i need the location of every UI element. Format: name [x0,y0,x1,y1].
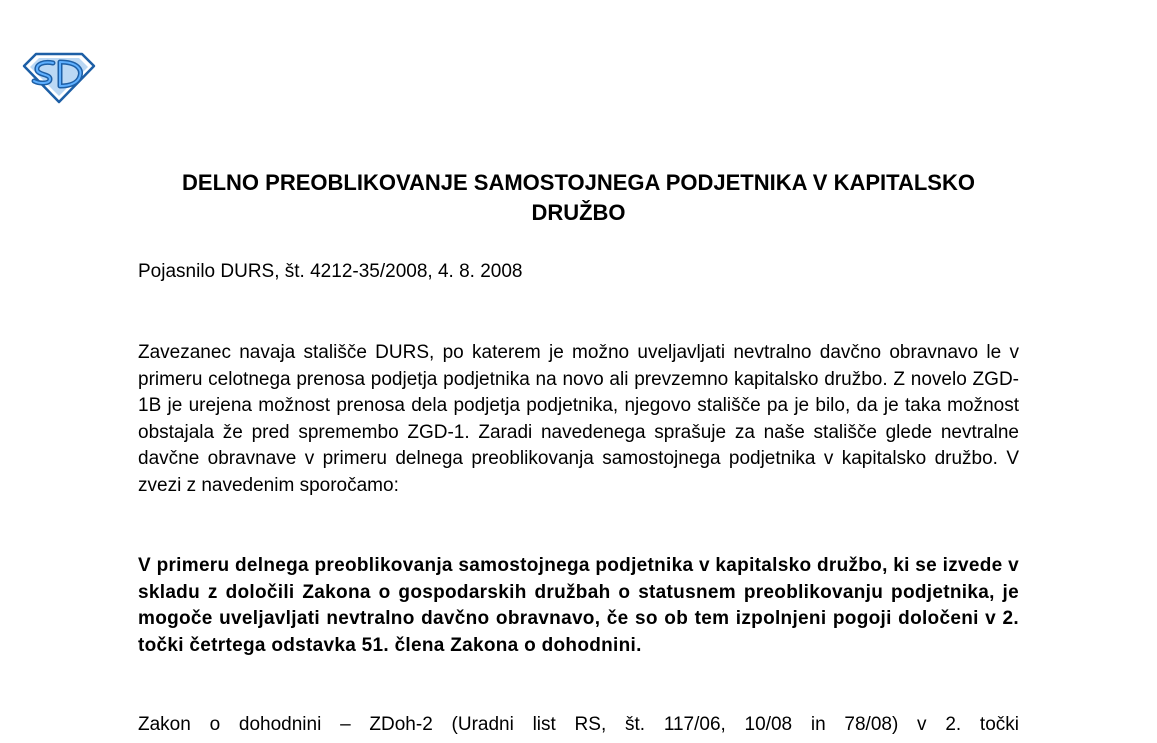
document-title: DELNO PREOBLIKOVANJE SAMOSTOJNEGA PODJETNIKA V KAPITALSKO DRUŽBO [182,170,975,225]
body-paragraph-1: Zavezanec navaja stališče DURS, po katerem je možno uveljavljati nevtralno davčno obravnavo le v primeru celotnega prenosa podjetja podjetnika na novo ali prevzemno kapitalsko družbo. Z novelo ZGD-1B je urejena možnost prenosa dela podjetja podjetnika, njegovo stališče pa je bilo, da je taka možnost obstajala že pred spremembo ZGD-1. Zaradi navedenega sprašuje za naše stališče glede nevtralne davčne obravnave v primeru delnega preoblikovanja samostojnega podjetnika v kapitalsko družbo. V zvezi z navedenim sporočamo: [138,342,1019,496]
company-logo [22,52,96,104]
body-paragraph-3: Zakon o dohodnini – ZDoh-2 (Uradni list RS, št. 117/06, 10/08 in 78/08) v 2. točki [138,714,1019,735]
body-paragraph-2-bold: V primeru delnega preoblikovanja samostojnega podjetnika v kapitalsko družbo, ki se izvede v skladu z določili Zakona o gospodarskih družbah o statusnem preoblikovanju podjetnika, je mogoče uveljavljati nevtralno davčno obravnavo, če so ob tem izpolnjeni pogoji določeni v 2. točki četrtega odstavka 51. člena Zakona o dohodnini. [138,555,1019,656]
document-reference: Pojasnilo DURS, št. 4212-35/2008, 4. 8. 2008 [138,261,523,282]
